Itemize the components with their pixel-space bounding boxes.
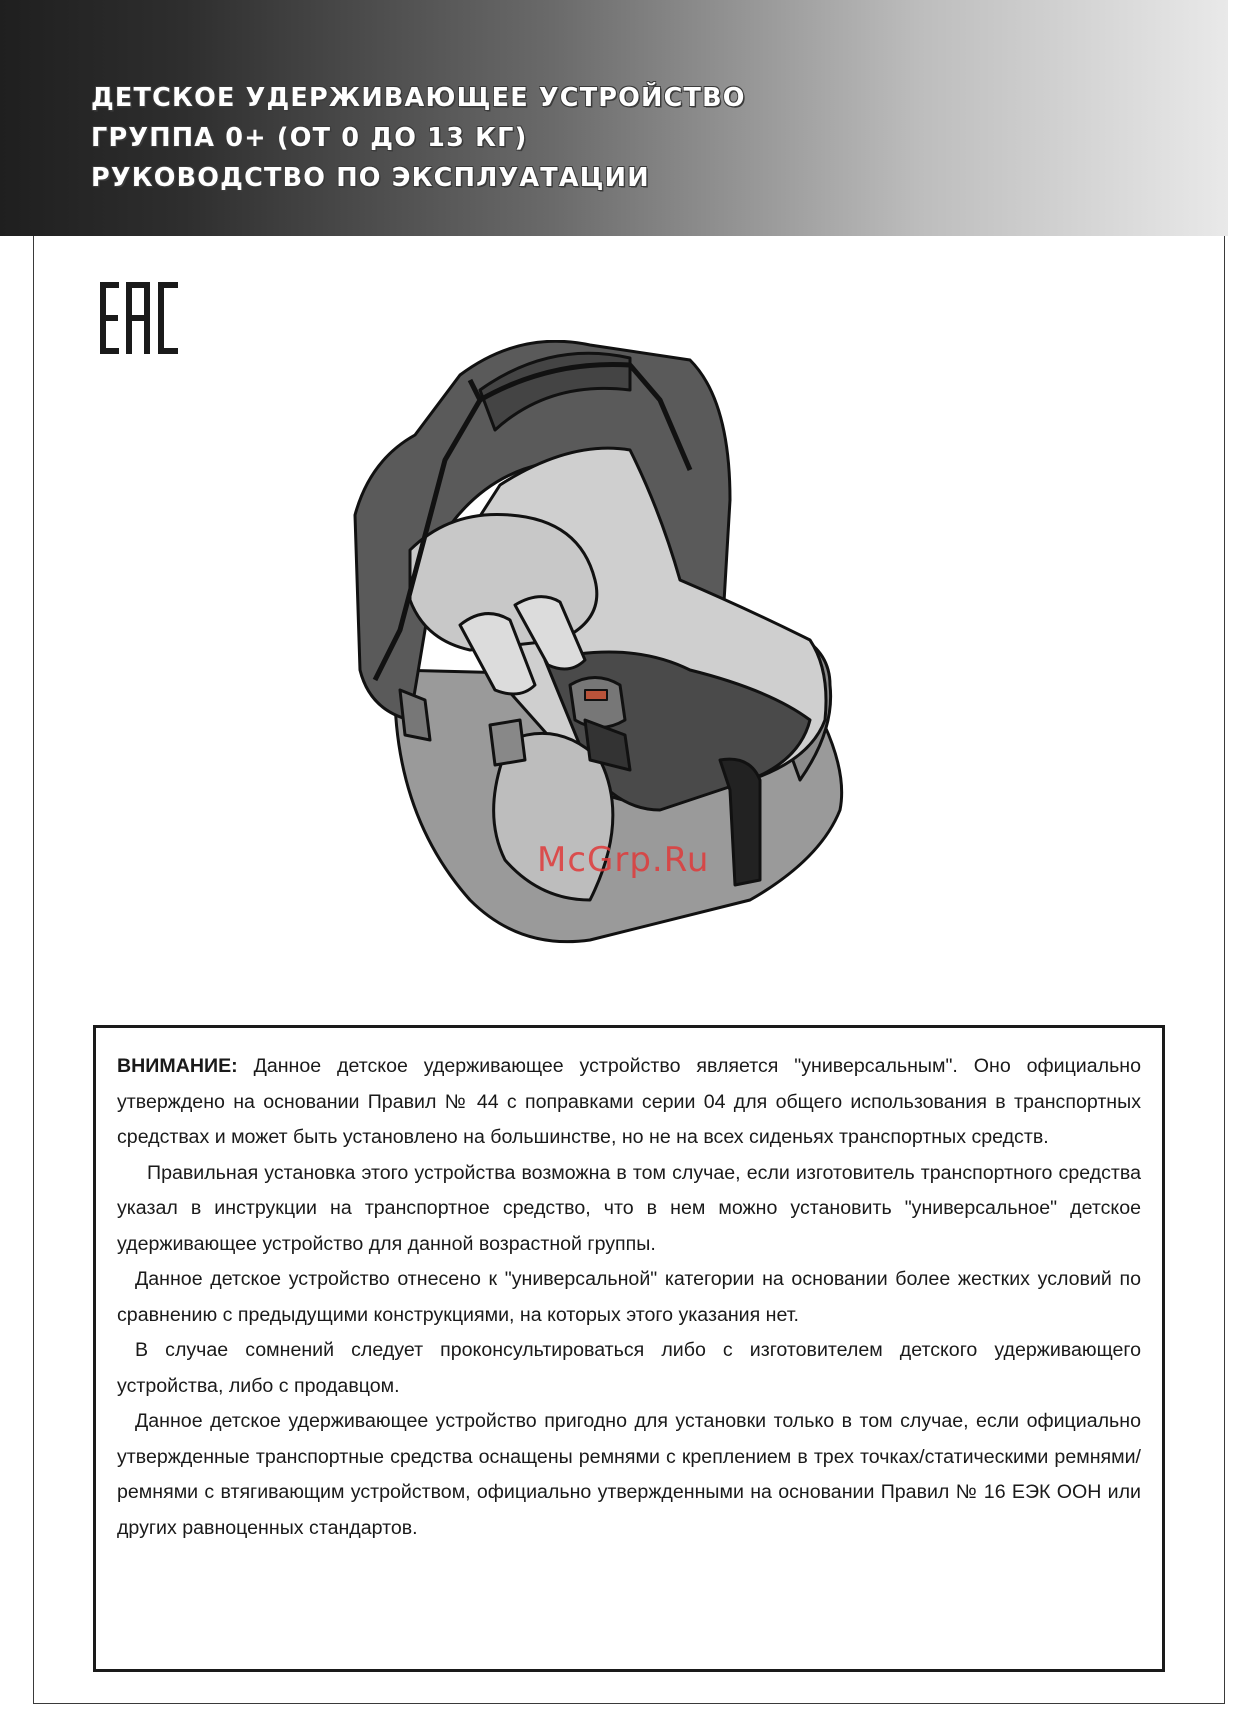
notice-paragraph-1: Правильная установка этого устройства возможна в том случае, если изготовитель транспортного средства указал в инструкции на транспортное средство, что в нем можно установить "универсальное" детское удерживающее устройство для данной возрастной группы.	[117, 1161, 1141, 1255]
eac-mark	[100, 282, 178, 354]
infant-car-seat-icon	[330, 340, 930, 980]
notice-box	[93, 1025, 1165, 1672]
header-title-line-3: РУКОВОДСТВО ПО ЭКСПЛУАТАЦИИ	[91, 163, 650, 193]
notice-paragraph-3: В случае сомнений следует проконсультироваться либо с изготовителем детского удерживающего устройства, либо с продавцом.	[117, 1339, 1141, 1397]
notice-intro-text: Данное детское удерживающее устройство является "универсальным". Оно официально утверждено на основании Правил № 44 с поправками серии 04 для общего использования в транспортных средствах и может быть установлено на большинстве, но не на всех сиденьях транспортных средств.	[117, 1055, 1141, 1148]
watermark: McGrp.Ru	[537, 840, 710, 880]
notice-label: ВНИМАНИЕ:	[117, 1055, 238, 1077]
header-band	[0, 0, 1228, 236]
notice-paragraph-4: Данное детское удерживающее устройство пригодно для установки только в том случае, если официально утвержденные транспортные средства оснащены ремнями с креплением в трех точках/статическими ремнями/ремнями с втягивающим устройством, официально утвержденными на основании Правил № 16 ЕЭК ООН или других равноценных стандартов.	[117, 1410, 1141, 1539]
header-titles	[91, 78, 746, 198]
header-title-line-2: ГРУППА 0+ (ОТ 0 ДО 13 КГ)	[91, 123, 528, 153]
notice-paragraph-2: Данное детское устройство отнесено к "универсальной" категории на основании более жестких условий по сравнению с предыдущими конструкциями, на которых этого указания нет.	[117, 1268, 1141, 1326]
notice-intro	[117, 1049, 1141, 1156]
header-title-line-1: ДЕТСКОЕ УДЕРЖИВАЮЩЕЕ УСТРОЙСТВО	[91, 83, 746, 113]
